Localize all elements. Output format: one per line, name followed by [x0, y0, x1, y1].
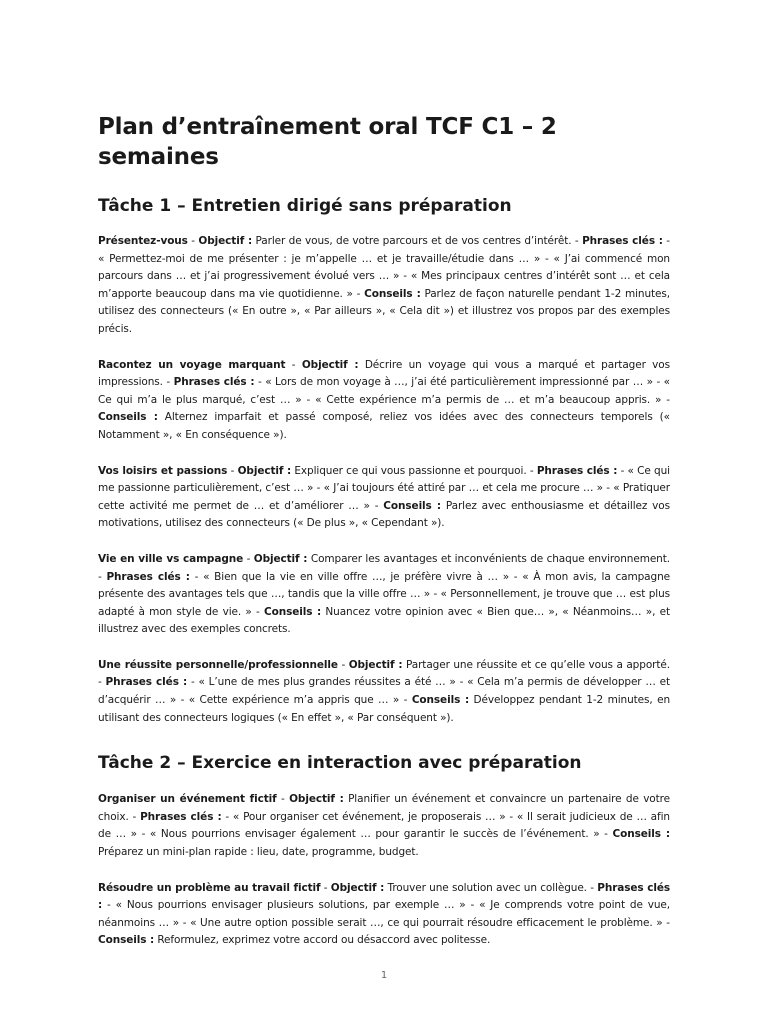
phrases-text: - « Lors de mon voyage à …, j’ai été particulièrement impressionné par … » - « Ce qui m’a le plus marqué, c’est … » - « Cette expérience m’a permis de … et m’a beaucoup appris. » -: [98, 376, 670, 406]
phrases-label: Phrases clés :: [536, 464, 618, 477]
item-separator: -: [320, 881, 331, 894]
tips-label: Conseils :: [264, 605, 322, 618]
item-name: Vie en ville vs campagne: [98, 552, 244, 565]
tips-label: Conseils :: [98, 934, 155, 947]
phrases-text: - « Permettez-moi de me présenter : je m’appelle … et je travaille/étudie dans … » - « J’ai commencé mon parcours dans … et j’ai progressivement évolué vers … » - « Mes principaux centres d’intérêt sont … et cela m’apporte beaucoup dans ma vie quotidienne. » -: [98, 235, 670, 300]
tips-text: Parlez avec enthousiasme et détaillez vos motivations, utilisez des connecteurs (« De plus », « Cependant »).: [98, 499, 670, 530]
topic-paragraph: [98, 233, 670, 339]
tips-text: Préparez un mini-plan rapide : lieu, date, programme, budget.: [98, 846, 419, 859]
phrases-text: - « Bien que la vie en ville offre …, je préfère vivre à … » - « À mon avis, la campagne présente des avantages tels que …, tandis que la ville offre … » - « Personnellement, je trouve que … est plus adapté à mon style de vie. » -: [98, 570, 670, 618]
item-name: Racontez un voyage marquant: [98, 358, 286, 371]
objective-label: Objectif :: [330, 881, 385, 894]
phrases-label: Phrases clés :: [140, 810, 222, 823]
task1-section: [98, 194, 670, 727]
objective-text: Comparer les avantages et inconvénients de chaque environnement. -: [98, 552, 670, 583]
tips-text: Développez pendant 1-2 minutes, en utilisant des connecteurs logiques (« En effet », « Par conséquent »).: [98, 694, 670, 724]
objective-text: Trouver une solution avec un collègue. -: [384, 881, 598, 894]
objective-label: Objectif :: [253, 552, 308, 565]
item-name: Une réussite personnelle/professionnelle: [98, 658, 338, 671]
tips-text: Parlez de façon naturelle pendant 1-2 minutes, utilisez des connecteurs (« En outre », « Par ailleurs », « Cela dit ») et illustrez vos propos par des exemples précis.: [98, 287, 670, 335]
item-name: Vos loisirs et passions: [98, 464, 228, 477]
phrases-label: Phrases clés :: [98, 881, 670, 912]
tips-label: Conseils :: [364, 287, 421, 300]
phrases-label: Phrases clés :: [106, 570, 190, 583]
document-title: Plan d’entraînement oral TCF C1 – 2 semaines: [98, 114, 557, 170]
task2-heading: Tâche 2 – Exercice en interaction avec préparation: [98, 753, 582, 774]
phrases-label: Phrases clés :: [173, 376, 255, 389]
objective-label: Objectif :: [198, 235, 253, 247]
task2-section: [98, 751, 670, 950]
task1-heading: Tâche 1 – Entretien dirigé sans préparation: [98, 196, 512, 216]
tips-label: Conseils :: [98, 411, 158, 424]
phrases-text: - « Pour organiser cet événement, je proposerais … » - « Il serait judicieux de … afin de … » - « Nous pourrions envisager également … pour garantir le succès de l’événement. » -: [98, 810, 670, 841]
task1-items: [98, 233, 670, 727]
topic-paragraph: [98, 463, 670, 533]
objective-label: Objectif :: [237, 464, 292, 477]
item-separator: -: [285, 358, 302, 371]
tips-text: Alternez imparfait et passé composé, reliez vos idées avec des connecteurs temporels (« Notamment », « En conséquence »).: [98, 411, 670, 441]
topic-paragraph: [98, 551, 670, 639]
phrases-text: - « Nous pourrions envisager plusieurs solutions, par exemple … » - « Je comprends votre point de vue, néanmoins … » - « Une autre option possible serait …, ce qui pourrait résoudre efficacement le problème. » -: [98, 899, 670, 929]
item-name: Résoudre un problème au travail fictif: [98, 881, 321, 894]
tips-label: Conseils :: [383, 499, 441, 512]
phrases-text: - « Ce qui me passionne particulièrement, c’est … » - « J’ai toujours été attiré par … et cela me procure … » - « Pratiquer cette activité me permet de … et d’améliorer … » -: [98, 464, 670, 512]
phrases-text: - « L’une de mes plus grandes réussites a été … » - « Cela m’a permis de développer … et d’acquérir … » - « Cette expérience m’a appris que … » -: [98, 676, 670, 707]
objective-text: Décrire un voyage qui vous a marqué et partager vos impressions. -: [98, 358, 670, 389]
item-separator: -: [243, 552, 254, 565]
objective-label: Objectif :: [348, 658, 403, 671]
item-name: Présentez-vous: [98, 235, 188, 247]
objective-text: Partager une réussite et ce qu’elle vous a apporté. -: [98, 658, 670, 689]
task2-items: [98, 791, 670, 950]
item-separator: -: [187, 235, 199, 247]
tips-label: Conseils :: [411, 694, 470, 707]
item-separator: -: [337, 658, 349, 671]
topic-paragraph: [98, 357, 670, 445]
page-number: 1: [380, 970, 388, 981]
item-separator: -: [276, 793, 290, 806]
phrases-label: Phrases clés :: [105, 676, 188, 689]
objective-text: Planifier un événement et convaincre un partenaire de votre choix. -: [98, 793, 670, 823]
topic-paragraph: [98, 657, 670, 727]
topic-paragraph: [98, 880, 670, 950]
item-name: Organiser un événement fictif: [98, 793, 277, 806]
tips-text: Nuancez votre opinion avec « Bien que… », « Néanmoins… », et illustrez avec des exemples concrets.: [98, 605, 670, 636]
tips-text: Reformulez, exprimez votre accord ou désaccord avec politesse.: [154, 934, 491, 947]
tips-label: Conseils :: [612, 828, 670, 841]
objective-text: Parler de vous, de votre parcours et de vos centres d’intérêt. -: [252, 235, 583, 247]
topic-paragraph: [98, 791, 670, 861]
item-separator: -: [227, 464, 238, 477]
objective-label: Objectif :: [289, 793, 344, 806]
objective-label: Objectif :: [301, 358, 359, 371]
objective-text: Expliquer ce qui vous passionne et pourquoi. -: [291, 464, 537, 477]
phrases-label: Phrases clés :: [582, 235, 663, 247]
